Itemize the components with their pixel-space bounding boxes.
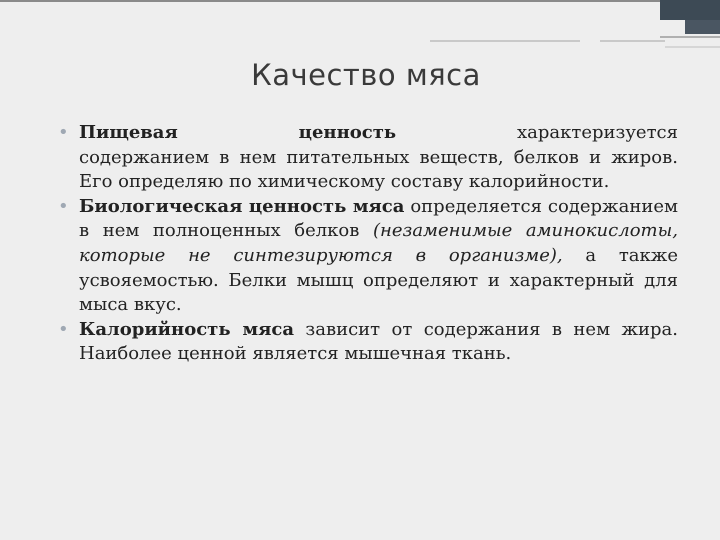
corner-accent <box>660 0 720 20</box>
bullet-list <box>54 121 678 367</box>
decorative-line <box>600 40 665 42</box>
decorative-line <box>660 36 720 38</box>
text-word: характеризуется <box>517 122 678 143</box>
bullet-item-calorie-content <box>54 318 678 367</box>
bullet-text: а также усвояемостью. Белки мышц определяют и характерный для мыса вкус. <box>79 244 679 316</box>
corner-accent-block <box>685 20 720 34</box>
bullet-term: Калорийность мяса <box>79 318 295 340</box>
bullet-text: зависит от содержания в нем жира. Наиболее ценной является мышечная ткань. <box>79 318 678 365</box>
bullet-item-nutritional-value <box>54 121 678 195</box>
slide-title: Качество мяса <box>251 58 481 92</box>
term-word: ценность <box>298 122 397 143</box>
bullet-first-line <box>79 121 678 146</box>
top-border <box>0 0 720 2</box>
bullet-text: содержанием в нем питательных веществ, белков и жиров. Его определяю по химическому составу калорийности. <box>79 146 678 193</box>
bullet-term: Биологическая ценность мяса <box>79 195 405 217</box>
bullet-item-biological-value <box>54 195 678 318</box>
bullet-italic-text: (незаменимые аминокислоты, которые не синтезируются в организме), <box>79 220 678 266</box>
term-word: • Пищевая <box>79 122 178 143</box>
decorative-line <box>430 40 580 42</box>
bullet-text: определяется содержанием в нем полноценных белков <box>79 195 678 242</box>
decorative-line <box>665 46 720 48</box>
